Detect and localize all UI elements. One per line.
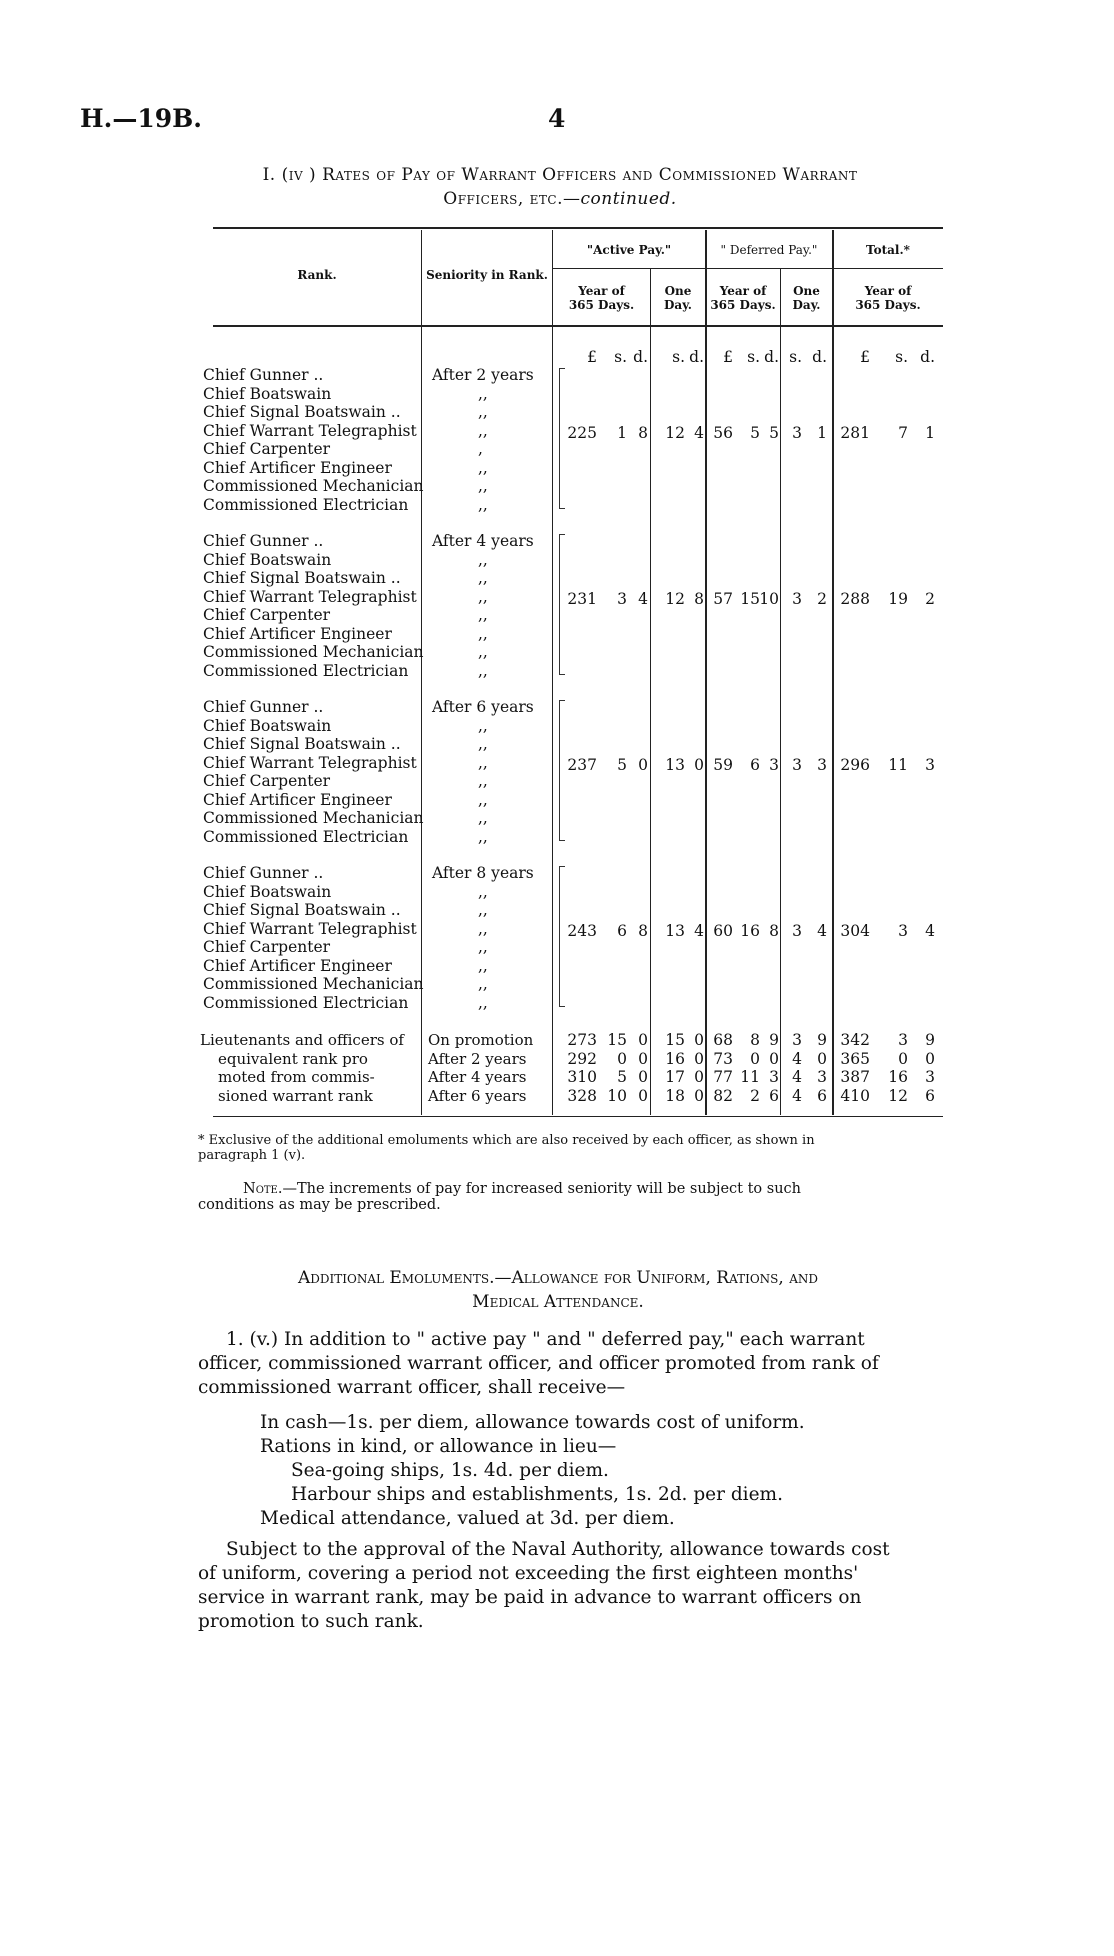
table-title-line-1: I. (iv ) Rates of Pay of Warrant Officers and Commissioned Warrant xyxy=(262,165,858,185)
rank-name: Chief Warrant Telegraphist xyxy=(203,587,417,606)
lieutenant-pay-value: 15 xyxy=(665,1031,685,1049)
lieutenant-pay-value: 0 xyxy=(638,1086,648,1105)
rank-name: Chief Artificer Engineer xyxy=(203,790,392,809)
pay-value: 3 xyxy=(817,755,827,774)
header-active-pay: "Active Pay." xyxy=(586,243,672,257)
lieutenant-pay-value: 6 xyxy=(925,1086,935,1105)
rank-name: Chief Warrant Telegraphist xyxy=(203,753,417,772)
lieutenant-pay-value: 15 xyxy=(607,1031,627,1049)
rank-name: Chief Signal Boatswain .. xyxy=(203,901,401,919)
seniority-value: ,, xyxy=(478,975,488,993)
lieutenant-seniority: After 2 years xyxy=(428,1049,527,1068)
pay-value: 2 xyxy=(925,589,935,608)
seniority-value: , xyxy=(478,440,483,458)
document-code: H.—19B. xyxy=(80,104,202,133)
rank-name: Commissioned Electrician xyxy=(203,495,409,514)
seniority-value: ,, xyxy=(478,643,488,661)
pay-value: 12 xyxy=(665,589,685,608)
pay-value: 8 xyxy=(638,423,648,442)
lieutenant-pay-value: 387 xyxy=(840,1068,870,1086)
header-total-year: Year of 365 Days. xyxy=(855,284,921,312)
lieutenant-pay-value: 9 xyxy=(925,1031,935,1049)
rank-name: Commissioned Electrician xyxy=(203,661,409,680)
unit-label: d. xyxy=(689,348,704,366)
lieutenant-pay-value: 5 xyxy=(617,1068,627,1086)
rank-name: Commissioned Mechanician xyxy=(203,643,424,661)
seniority-value: ,, xyxy=(478,403,488,421)
table-header-rule xyxy=(213,325,943,327)
seniority-value: ,, xyxy=(478,661,488,680)
rank-name: Chief Warrant Telegraphist xyxy=(203,421,417,440)
seniority-value: ,, xyxy=(478,809,488,827)
rank-name: Chief Carpenter xyxy=(203,772,331,790)
emoluments-heading-1: Additional Emoluments.—Allowance for Uniform, Rations, and xyxy=(298,1268,818,1288)
lieutenant-pay-value: 4 xyxy=(792,1086,802,1105)
seniority-value: ,, xyxy=(478,384,488,403)
table-bottom-rule xyxy=(213,1116,943,1117)
pay-value: 15 xyxy=(740,589,760,608)
rank-name: Chief Gunner .. xyxy=(203,698,324,716)
lieutenant-rank-line: moted from commis- xyxy=(218,1068,375,1086)
vrule-active-split xyxy=(650,268,651,1115)
pay-value: 3 xyxy=(792,921,802,940)
lieutenant-pay-value: 342 xyxy=(840,1031,870,1049)
seniority-value: ,, xyxy=(478,458,488,477)
lieutenant-pay-value: 10 xyxy=(607,1086,627,1105)
lieutenant-pay-value: 0 xyxy=(750,1049,760,1068)
pay-value: 304 xyxy=(840,921,870,940)
header-deferred-pay: " Deferred Pay." xyxy=(720,243,818,257)
lieutenant-pay-value: 310 xyxy=(567,1068,597,1086)
lieutenant-pay-value: 16 xyxy=(665,1049,685,1068)
pay-value: 281 xyxy=(840,423,870,442)
pay-value: 7 xyxy=(898,423,908,442)
seniority-value: ,, xyxy=(478,827,488,846)
pay-value: 4 xyxy=(638,589,648,608)
lieutenant-pay-value: 3 xyxy=(792,1031,802,1049)
lieutenant-pay-value: 4 xyxy=(792,1068,802,1086)
lieutenant-rank-line: Lieutenants and officers of xyxy=(200,1031,404,1049)
seniority-value: ,, xyxy=(478,587,488,606)
seniority-value: ,, xyxy=(478,919,488,938)
lieutenant-seniority: After 4 years xyxy=(428,1068,527,1086)
pay-value: 4 xyxy=(694,921,704,940)
lieutenant-pay-value: 0 xyxy=(694,1031,704,1049)
page-number: 4 xyxy=(548,104,566,133)
rank-name: Chief Carpenter xyxy=(203,606,331,624)
pay-value: 243 xyxy=(567,921,597,940)
rank-name: Chief Gunner .. xyxy=(203,366,324,384)
lieutenant-pay-value: 0 xyxy=(694,1049,704,1068)
rank-name: Chief Gunner .. xyxy=(203,532,324,550)
rank-name: Chief Boatswain xyxy=(203,882,332,901)
header-total: Total.* xyxy=(866,243,910,257)
seniority-value: ,, xyxy=(478,569,488,587)
seniority-value: ,, xyxy=(478,624,488,643)
pay-value: 5 xyxy=(769,423,779,442)
pay-value: 13 xyxy=(665,921,685,940)
rank-name: Chief Gunner .. xyxy=(203,864,324,882)
pay-value: 6 xyxy=(617,921,627,940)
unit-label: s. xyxy=(747,348,760,366)
lieutenant-pay-value: 82 xyxy=(713,1086,733,1105)
pay-value: 8 xyxy=(694,589,704,608)
lieutenant-pay-value: 18 xyxy=(665,1086,685,1105)
seniority-value: ,, xyxy=(478,956,488,975)
pay-value: 4 xyxy=(817,921,827,940)
pay-value: 1 xyxy=(617,423,627,442)
unit-label: d. xyxy=(764,348,779,366)
rank-name: Commissioned Electrician xyxy=(203,993,409,1012)
rank-name: Commissioned Electrician xyxy=(203,827,409,846)
rank-name: Commissioned Mechanician xyxy=(203,809,424,827)
lieutenant-pay-value: 0 xyxy=(638,1031,648,1049)
lieutenant-seniority: After 6 years xyxy=(428,1086,527,1105)
lieutenant-pay-value: 3 xyxy=(925,1068,935,1086)
pay-value: 57 xyxy=(713,589,733,608)
lieutenant-pay-value: 365 xyxy=(840,1049,870,1068)
seniority-value: ,, xyxy=(478,882,488,901)
lieutenant-pay-value: 11 xyxy=(740,1068,760,1086)
lieutenant-pay-value: 9 xyxy=(817,1031,827,1049)
lieutenant-pay-value: 0 xyxy=(694,1068,704,1086)
lieutenant-pay-value: 0 xyxy=(925,1049,935,1068)
unit-label: s. xyxy=(672,348,685,366)
pay-value: 0 xyxy=(638,755,648,774)
seniority-value: ,, xyxy=(478,606,488,624)
lieutenant-pay-value: 73 xyxy=(713,1049,733,1068)
rank-name: Commissioned Mechanician xyxy=(203,975,424,993)
seniority-value: ,, xyxy=(478,716,488,735)
pay-value: 296 xyxy=(840,755,870,774)
unit-label: d. xyxy=(812,348,827,366)
pay-value: 5 xyxy=(617,755,627,774)
lieutenant-pay-value: 0 xyxy=(769,1049,779,1068)
pay-value: 3 xyxy=(792,589,802,608)
lieutenant-pay-value: 6 xyxy=(817,1086,827,1105)
lieutenant-pay-value: 0 xyxy=(638,1068,648,1086)
pay-value: 60 xyxy=(713,921,733,940)
header-active-day: One Day. xyxy=(664,284,692,312)
pay-value: 237 xyxy=(567,755,597,774)
subheader-rule xyxy=(552,268,943,269)
seniority-value: After 2 years xyxy=(432,366,534,384)
pay-value: 12 xyxy=(665,423,685,442)
rank-name: Chief Boatswain xyxy=(203,716,332,735)
item-seagoing: Sea-going ships, 1s. 4d. per diem. xyxy=(291,1460,609,1481)
seniority-value: ,, xyxy=(478,772,488,790)
lieutenant-pay-value: 3 xyxy=(898,1031,908,1049)
lieutenant-pay-value: 273 xyxy=(567,1031,597,1049)
pay-value: 3 xyxy=(792,755,802,774)
lieutenant-pay-value: 0 xyxy=(617,1049,627,1068)
rank-name: Chief Boatswain xyxy=(203,550,332,569)
header-deferred-year: Year of 365 Days. xyxy=(710,284,776,312)
pay-value: 11 xyxy=(888,755,908,774)
lieutenant-pay-value: 77 xyxy=(713,1068,733,1086)
seniority-value: ,, xyxy=(478,495,488,514)
note: Note.—The increments of pay for increased seniority will be subject to such conditions as may be prescribed. xyxy=(198,1181,801,1213)
rank-name: Chief Signal Boatswain .. xyxy=(203,569,401,587)
rank-name: Chief Signal Boatswain .. xyxy=(203,735,401,753)
lieutenant-seniority: On promotion xyxy=(428,1031,534,1049)
rank-name: Chief Artificer Engineer xyxy=(203,956,392,975)
header-deferred-day: One Day. xyxy=(792,284,821,312)
seniority-value: After 8 years xyxy=(432,864,534,882)
table-title-line-2 xyxy=(180,189,940,209)
unit-label: £ xyxy=(587,348,597,366)
seniority-value: ,, xyxy=(478,901,488,919)
pay-value: 1 xyxy=(817,423,827,442)
rank-name: Chief Warrant Telegraphist xyxy=(203,919,417,938)
seniority-value: ,, xyxy=(478,753,488,772)
unit-label: s. xyxy=(789,348,802,366)
note-label: Note. xyxy=(243,1181,283,1197)
pay-value: 4 xyxy=(694,423,704,442)
header-rank: Rank. xyxy=(297,268,337,282)
pay-value: 6 xyxy=(750,755,760,774)
header-active-year: Year of 365 Days. xyxy=(568,284,635,312)
rank-name: Chief Boatswain xyxy=(203,384,332,403)
seniority-value: ,, xyxy=(478,993,488,1012)
lieutenant-pay-value: 17 xyxy=(665,1068,685,1086)
vrule-deferred-split xyxy=(780,268,781,1115)
lieutenant-pay-value: 0 xyxy=(817,1049,827,1068)
lieutenant-rank-line: equivalent rank pro xyxy=(218,1049,368,1068)
unit-label: £ xyxy=(860,348,870,366)
pay-value: 13 xyxy=(665,755,685,774)
rank-name: Commissioned Mechanician xyxy=(203,477,424,495)
seniority-value: ,, xyxy=(478,938,488,956)
pay-value: 19 xyxy=(888,589,908,608)
title-plain: Officers, etc.— xyxy=(443,189,581,209)
pay-value: 3 xyxy=(769,755,779,774)
header-seniority: Seniority in Rank. xyxy=(426,268,548,282)
lieutenant-pay-value: 292 xyxy=(567,1049,597,1068)
rank-name: Chief Carpenter xyxy=(203,440,331,458)
lieutenant-pay-value: 0 xyxy=(694,1086,704,1105)
rank-name: Chief Artificer Engineer xyxy=(203,458,392,477)
emoluments-heading-2: Medical Attendance. xyxy=(472,1292,644,1312)
lieutenant-pay-value: 0 xyxy=(898,1049,908,1068)
rank-name: Chief Artificer Engineer xyxy=(203,624,392,643)
emoluments-paragraph-2: Subject to the approval of the Naval Authority, allowance towards cost of uniform, covering a period not exceeding the first eighteen months' service in warrant rank, may be paid in advance to warrant officers on promotion to such rank. xyxy=(198,1539,890,1632)
lieutenant-pay-value: 9 xyxy=(769,1031,779,1049)
seniority-value: ,, xyxy=(478,477,488,495)
pay-value: 8 xyxy=(769,921,779,940)
lieutenant-pay-value: 0 xyxy=(638,1049,648,1068)
lieutenant-pay-value: 12 xyxy=(888,1086,908,1105)
seniority-value: ,, xyxy=(478,550,488,569)
emoluments-paragraph-1: 1. (v.) In addition to " active pay " and " deferred pay," each warrant officer, commissioned warrant officer, and officer promoted from rank of commissioned warrant officer, shall receive— xyxy=(198,1329,879,1398)
seniority-value: ,, xyxy=(478,790,488,809)
title-italic: continued. xyxy=(580,189,677,209)
pay-value: 16 xyxy=(740,921,760,940)
pay-value: 3 xyxy=(792,423,802,442)
item-rations: Rations in kind, or allowance in lieu— xyxy=(260,1436,617,1457)
pay-value: 10 xyxy=(759,589,779,608)
pay-value: 0 xyxy=(694,755,704,774)
unit-label: £ xyxy=(723,348,733,366)
seniority-value: After 4 years xyxy=(432,532,534,550)
lieutenant-pay-value: 410 xyxy=(840,1086,870,1105)
lieutenant-rank-line: sioned warrant rank xyxy=(218,1086,373,1105)
item-cash: In cash—1s. per diem, allowance towards cost of uniform. xyxy=(260,1412,805,1433)
pay-value: 231 xyxy=(567,589,597,608)
pay-value: 3 xyxy=(617,589,627,608)
seniority-value: ,, xyxy=(478,735,488,753)
unit-label: s. xyxy=(895,348,908,366)
lieutenant-pay-value: 3 xyxy=(817,1068,827,1086)
pay-value: 4 xyxy=(925,921,935,940)
pay-value: 225 xyxy=(567,423,597,442)
pay-value: 59 xyxy=(713,755,733,774)
lieutenant-pay-value: 6 xyxy=(769,1086,779,1105)
table-top-rule xyxy=(213,227,943,229)
unit-label: d. xyxy=(633,348,648,366)
pay-value: 3 xyxy=(925,755,935,774)
pay-value: 2 xyxy=(817,589,827,608)
lieutenant-pay-value: 16 xyxy=(888,1068,908,1086)
lieutenant-pay-value: 68 xyxy=(713,1031,733,1049)
pay-value: 3 xyxy=(898,921,908,940)
lieutenant-pay-value: 2 xyxy=(750,1086,760,1105)
rank-name: Chief Signal Boatswain .. xyxy=(203,403,401,421)
pay-value: 288 xyxy=(840,589,870,608)
emoluments-items xyxy=(198,1411,918,1531)
seniority-value: ,, xyxy=(478,421,488,440)
lieutenant-pay-value: 4 xyxy=(792,1049,802,1068)
pay-value: 8 xyxy=(638,921,648,940)
item-harbour: Harbour ships and establishments, 1s. 2d. per diem. xyxy=(291,1484,783,1505)
lieutenant-pay-value: 3 xyxy=(769,1068,779,1086)
unit-label: s. xyxy=(614,348,627,366)
seniority-value: After 6 years xyxy=(432,698,534,716)
rank-name: Chief Carpenter xyxy=(203,938,331,956)
pay-value: 56 xyxy=(713,423,733,442)
lieutenant-pay-value: 328 xyxy=(567,1086,597,1105)
footnote: * Exclusive of the additional emoluments which are also received by each officer, as shown in paragraph 1 (v). xyxy=(198,1133,815,1163)
pay-value: 5 xyxy=(750,423,760,442)
pay-value: 1 xyxy=(925,423,935,442)
lieutenant-pay-value: 8 xyxy=(750,1031,760,1049)
item-medical: Medical attendance, valued at 3d. per diem. xyxy=(260,1508,675,1529)
unit-label: d. xyxy=(920,348,935,366)
